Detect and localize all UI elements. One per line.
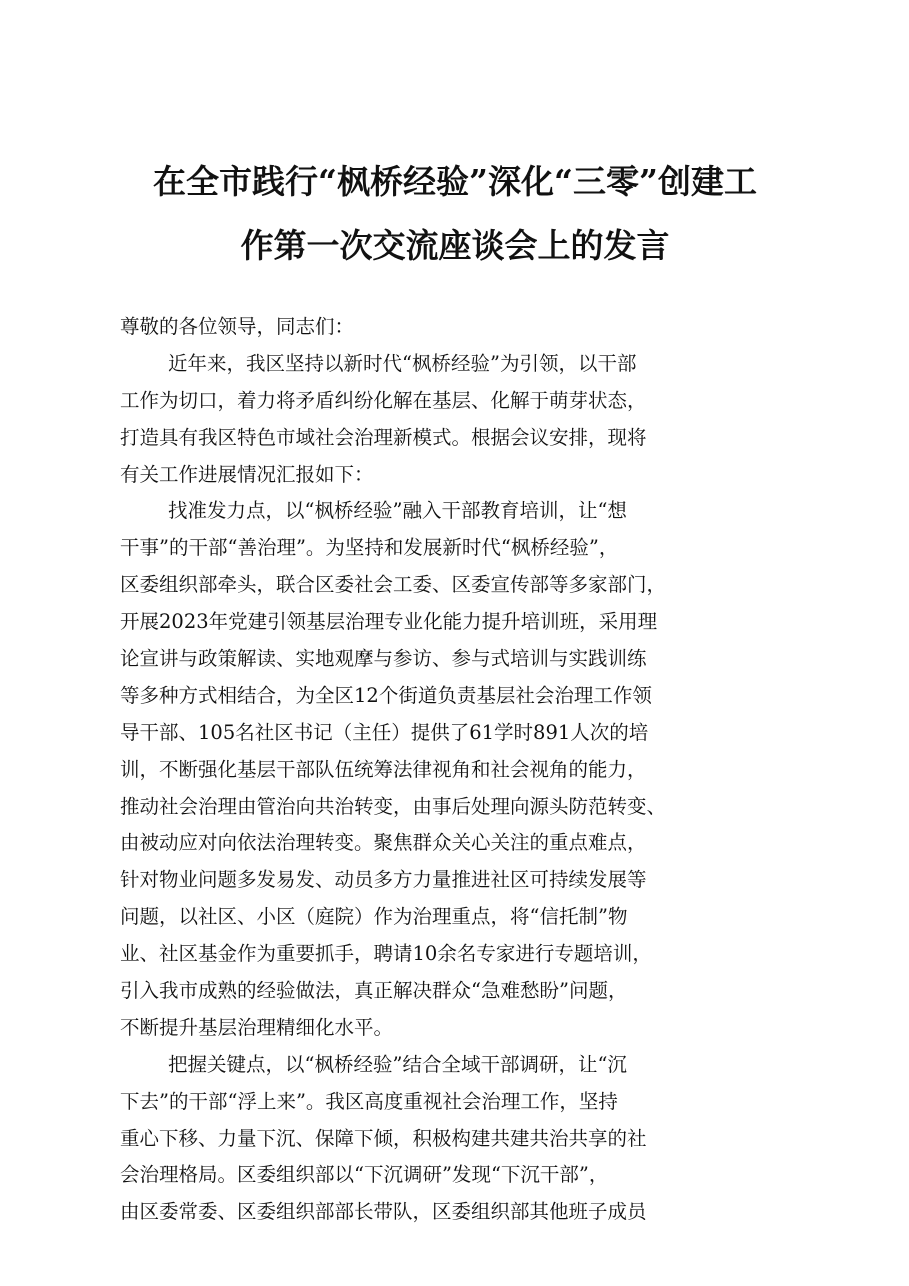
paragraph-line: 导干部、105名社区书记（主任）提供了61学时891人次的培 xyxy=(120,720,649,744)
salutation: 尊敬的各位领导，同志们： xyxy=(120,315,355,338)
paragraph-line: 找准发力点，以“枫桥经验”融入干部教育培训，让“想 xyxy=(168,499,627,523)
paragraph-line: 针对物业问题多发易发、动员多方力量推进社区可持续发展等 xyxy=(120,868,647,892)
paragraph-line: 近年来，我区坚持以新时代“枫桥经验”为引领，以干部 xyxy=(168,351,637,375)
paragraph-line: 不断提升基层治理精细化水平。 xyxy=(120,1015,394,1039)
paragraph-line: 下去”的干部“浮上来”。我区高度重视社会治理工作，坚持 xyxy=(120,1089,618,1113)
paragraph-line: 干事”的干部“善治理”。为坚持和发展新时代“枫桥经验”， xyxy=(120,536,619,560)
paragraph-research xyxy=(120,1047,810,1231)
title-line-1: 在全市践行“枫桥经验”深化“三零”创建工 xyxy=(153,162,757,201)
paragraph-line: 开展2023年党建引领基层治理专业化能力提升培训班，采用理 xyxy=(120,610,658,634)
paragraph-line: 工作为切口，着力将矛盾纠纷化解在基层、化解于萌芽状态， xyxy=(120,388,647,412)
paragraph-line: 问题，以社区、小区（庭院）作为治理重点，将“信托制”物 xyxy=(120,905,628,929)
paragraph-line: 推动社会治理由管治向共治转变，由事后处理向源头防范转变、 xyxy=(120,794,667,818)
paragraph-line: 会治理格局。区委组织部以“下沉调研”发现“下沉干部”， xyxy=(120,1163,609,1187)
paragraph-line: 论宣讲与政策解读、实地观摩与参访、参与式培训与实践训练 xyxy=(120,647,647,671)
paragraph-training xyxy=(120,493,810,1046)
paragraph-line: 业、社区基金作为重要抓手，聘请10余名专家进行专题培训， xyxy=(120,942,652,966)
paragraph-line: 由被动应对向依法治理转变。聚焦群众关心关注的重点难点， xyxy=(120,831,647,855)
document-title xyxy=(110,150,800,278)
paragraph-line: 等多种方式相结合，为全区12个街道负责基层社会治理工作领 xyxy=(120,683,652,707)
paragraph-line: 由区委常委、区委组织部部长带队，区委组织部其他班子成员 xyxy=(120,1200,647,1224)
paragraph-line: 区委组织部牵头，联合区委社会工委、区委宣传部等多家部门， xyxy=(120,573,667,597)
paragraph-line: 重心下移、力量下沉、保障下倾，积极构建共建共治共享的社 xyxy=(120,1126,647,1150)
paragraph-intro xyxy=(120,346,810,494)
title-line-2: 作第一次交流座谈会上的发言 xyxy=(240,226,670,265)
paragraph-line: 训，不断强化基层干部队伍统筹法律视角和社会视角的能力， xyxy=(120,757,647,781)
paragraph-line: 引入我市成熟的经验做法，真正解决群众“急难愁盼”问题， xyxy=(120,979,628,1003)
paragraph-line: 有关工作进展情况汇报如下： xyxy=(120,462,374,486)
document-body xyxy=(120,309,810,1231)
paragraph-line: 把握关键点，以“枫桥经验”结合全域干部调研，让“沉 xyxy=(168,1052,627,1076)
paragraph-line: 打造具有我区特色市域社会治理新模式。根据会议安排，现将 xyxy=(120,425,647,449)
